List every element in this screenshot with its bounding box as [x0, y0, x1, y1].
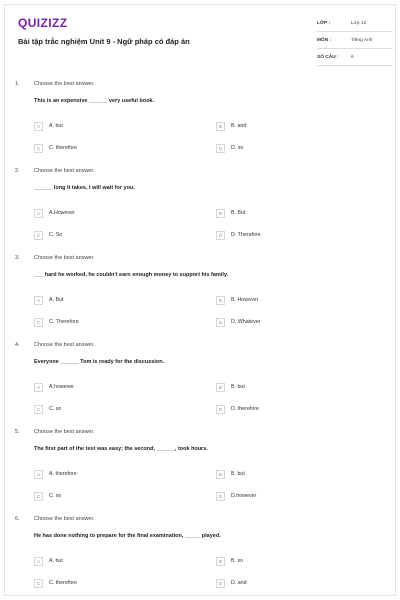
option-letter-box: C: [34, 144, 43, 153]
option-b[interactable]: [216, 121, 246, 131]
option-a[interactable]: [34, 382, 74, 392]
option-text: B. so: [231, 558, 244, 564]
meta-row-count: [317, 49, 393, 66]
option-letter-box: C: [34, 405, 43, 414]
option-letter-box: C: [34, 318, 43, 327]
question-number: 2.: [15, 168, 20, 174]
option-text: B. However: [231, 297, 259, 303]
option-b[interactable]: [216, 382, 245, 392]
meta-row-grade: [317, 15, 393, 32]
question-text: ______ long it takes, I will wait for you.: [34, 185, 135, 191]
question-text: ___ hard he worked, he couldn't earn enough money to support his family.: [34, 272, 229, 278]
question-instruction: Choose the best answer.: [34, 81, 95, 87]
question-text: This is an expensive ______ very useful book.: [34, 98, 155, 104]
option-b[interactable]: [216, 556, 243, 566]
option-text: D. Whatever: [231, 319, 261, 325]
option-text: B. and: [231, 123, 247, 129]
option-letter-box: D: [216, 318, 225, 327]
question-number: 6.: [15, 516, 20, 522]
option-a[interactable]: [34, 469, 77, 479]
question-instruction: Choose the best answer.: [34, 429, 95, 435]
option-text: D. therefore: [231, 406, 259, 412]
option-text: C. so: [49, 406, 62, 412]
option-b[interactable]: [216, 295, 258, 305]
question-number: 1.: [15, 81, 20, 87]
option-b[interactable]: [216, 208, 245, 218]
option-letter-box: A: [34, 296, 43, 305]
option-a[interactable]: [34, 295, 63, 305]
option-letter-box: A: [34, 122, 43, 131]
question-text: Everyone ______ Tom is ready for the discussion.: [34, 359, 165, 365]
option-letter-box: C: [34, 231, 43, 240]
option-letter-box: C: [34, 579, 43, 588]
option-b[interactable]: [216, 469, 245, 479]
question-text: He has done nothing to prepare for the final examination, _____ played.: [34, 533, 221, 539]
option-c[interactable]: [34, 404, 61, 414]
quizizz-logo: QUIZIZZ: [18, 16, 68, 30]
option-c[interactable]: [34, 230, 62, 240]
option-text: A. But: [49, 297, 64, 303]
option-letter-box: B: [216, 383, 225, 392]
option-text: A. but: [49, 558, 63, 564]
question-instruction: Choose the best answer.: [34, 255, 95, 261]
option-text: C. therefore: [49, 145, 77, 151]
meta-label: SỐ CÂU :: [317, 54, 339, 60]
option-letter-box: D: [216, 144, 225, 153]
option-d[interactable]: [216, 143, 243, 153]
option-d[interactable]: [216, 404, 259, 414]
option-d[interactable]: [216, 317, 260, 327]
question-number: 3.: [15, 255, 20, 261]
option-text: D. Therefore: [231, 232, 261, 238]
question-number: 5.: [15, 429, 20, 435]
meta-value: 6: [351, 54, 354, 60]
option-letter-box: B: [216, 209, 225, 218]
question-text: The first part of the test was easy; the second, ______, took hours.: [34, 446, 208, 452]
option-text: A. therefore: [49, 471, 77, 477]
option-c[interactable]: [34, 578, 77, 588]
worksheet-page: [4, 4, 396, 596]
meta-value: Tiếng Anh: [351, 37, 373, 43]
option-letter-box: D: [216, 492, 225, 501]
option-text: D. and: [231, 580, 247, 586]
option-letter-box: A: [34, 209, 43, 218]
option-c[interactable]: [34, 317, 79, 327]
option-letter-box: C: [34, 492, 43, 501]
option-text: D. so: [231, 145, 244, 151]
option-text: C. therefore: [49, 580, 77, 586]
option-a[interactable]: [34, 121, 63, 131]
option-text: B. but: [231, 471, 245, 477]
option-a[interactable]: [34, 556, 63, 566]
option-d[interactable]: [216, 230, 261, 240]
option-text: A.however: [49, 384, 75, 390]
question-instruction: Choose the best answer.: [34, 168, 95, 174]
meta-value: Lớp 12: [351, 20, 367, 26]
option-text: C. Therefore: [49, 319, 79, 325]
option-a[interactable]: [34, 208, 75, 218]
worksheet-meta: [317, 15, 393, 66]
option-letter-box: B: [216, 470, 225, 479]
option-d[interactable]: [216, 578, 247, 588]
option-letter-box: D: [216, 579, 225, 588]
meta-row-subject: [317, 32, 393, 49]
option-c[interactable]: [34, 143, 77, 153]
option-letter-box: B: [216, 122, 225, 131]
option-text: B. but: [231, 384, 245, 390]
option-text: B. But: [231, 210, 246, 216]
option-text: D.however: [231, 493, 257, 499]
meta-label: LỚP :: [317, 20, 331, 26]
question-number: 4.: [15, 342, 20, 348]
option-d[interactable]: [216, 491, 256, 501]
option-text: C. So: [49, 232, 63, 238]
option-letter-box: B: [216, 296, 225, 305]
option-letter-box: A: [34, 383, 43, 392]
option-letter-box: A: [34, 470, 43, 479]
option-text: A.However: [49, 210, 75, 216]
question-instruction: Choose the best answer.: [34, 342, 95, 348]
meta-label: MÔN :: [317, 37, 332, 43]
question-instruction: Choose the best answer.: [34, 516, 95, 522]
option-letter-box: D: [216, 405, 225, 414]
page-title: Bài tập trắc nghiệm Unit 9 - Ngữ pháp có đáp án: [18, 37, 190, 46]
option-letter-box: B: [216, 557, 225, 566]
option-letter-box: A: [34, 557, 43, 566]
option-letter-box: D: [216, 231, 225, 240]
option-text: C. so: [49, 493, 62, 499]
option-text: A. but: [49, 123, 63, 129]
option-c[interactable]: [34, 491, 61, 501]
